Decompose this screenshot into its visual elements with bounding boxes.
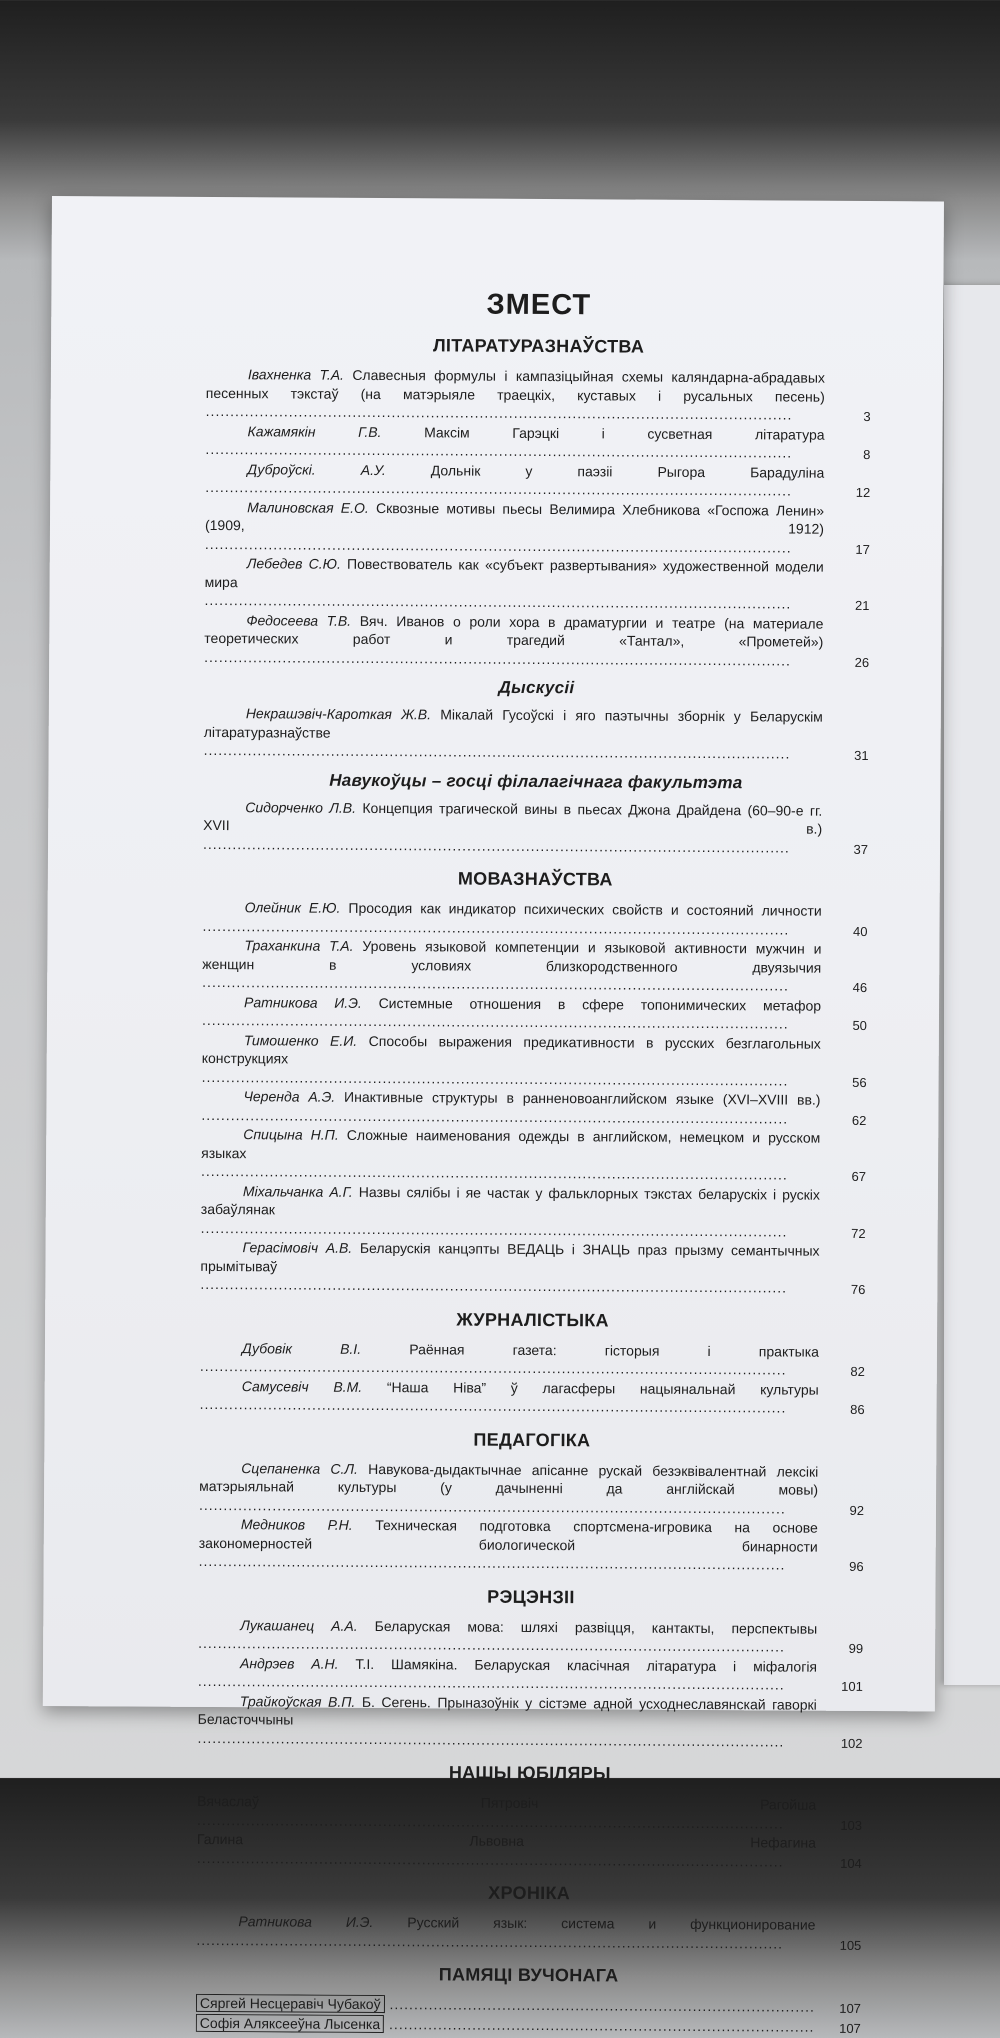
entry-title: Дольнік у паэзіі Рыгора Барадуліна	[430, 461, 825, 481]
toc-entry	[202, 898, 867, 939]
entry-author: Малиновская Е.О.	[247, 498, 369, 516]
toc-entry	[205, 459, 870, 500]
leader-dots	[385, 1996, 815, 2016]
entry-title: Т.І. Шамякіна. Беларуская класічная літаратура і міфалогія	[355, 1655, 818, 1675]
table-of-contents-page	[43, 196, 944, 2036]
toc-entry	[198, 1615, 863, 1656]
page-number: 37	[853, 841, 869, 857]
page-number: 104	[840, 1855, 862, 1871]
entry-author: Ратникова И.Э.	[238, 1913, 374, 1930]
page-number: 72	[851, 1225, 866, 1241]
toc-entry	[198, 1691, 863, 1751]
section-heading: ПАМЯЦІ ВУЧОНАГА	[438, 1964, 619, 1986]
toc-entry	[197, 1792, 862, 1833]
toc-entry	[206, 365, 871, 425]
page-number: 107	[839, 2020, 861, 2036]
entry-title: Русский язык: система и функционирование	[407, 1914, 816, 1933]
entry-author: Івахненка Т.А.	[247, 366, 345, 383]
entry-text	[201, 1181, 820, 1240]
section-heading: ПЕДАГОГІКА	[473, 1429, 591, 1450]
entry-author: Андрэев А.Н.	[239, 1654, 339, 1672]
entry-text	[202, 936, 821, 995]
entry-text	[204, 554, 823, 613]
entry-author: Федосеева Т.В.	[246, 611, 352, 629]
entry-title: Уровень языковой компетенции и языковой активности мужчин и женщин в условиях близкородственного двуязычия	[202, 937, 822, 976]
toc-entry	[205, 421, 870, 462]
entry-title: Способы выражения предикативности в русских безглагольных конструкциях	[201, 1032, 821, 1067]
section-heading: РЭЦЭНЗІІ	[487, 1586, 575, 1607]
toc-entry	[199, 1458, 864, 1518]
entry-text	[197, 1830, 816, 1871]
entry-text	[199, 1458, 818, 1517]
toc-content	[196, 287, 872, 2037]
toc-entry	[205, 497, 870, 557]
entry-author: Траханкина Т.А.	[244, 937, 354, 954]
entry-text	[198, 1615, 817, 1656]
toc-entry	[204, 554, 869, 614]
leader-dots	[204, 574, 791, 612]
entry-author: Міхальчанка А.Г.	[242, 1182, 353, 1200]
page-number: 56	[852, 1074, 867, 1090]
toc-entry	[196, 1912, 861, 1953]
section-heading: НАШЫ ЮБІЛЯРЫ	[448, 1762, 611, 1784]
entry-title: Системные отношения в сфере топонимических метафор	[378, 994, 822, 1014]
toc-entry	[197, 1830, 862, 1871]
entry-text	[197, 1792, 816, 1833]
toc-entry	[200, 1238, 865, 1298]
entry-author: Герасімовіч А.В.	[242, 1239, 353, 1256]
entry-title: Сложные наименования одежды в английском, немецком и русском языках	[201, 1126, 821, 1161]
entry-text	[200, 1376, 819, 1417]
section-heading: МОВАЗНАЎСТВА	[457, 868, 613, 890]
entry-author: Самусевіч В.М.	[241, 1377, 363, 1395]
entry-title: Мікалай Гусоўскі і яго паэтычны зборнік у Беларускім літаратуразнаўстве	[203, 706, 823, 741]
toc-entry	[203, 797, 868, 857]
entry-text	[199, 1515, 818, 1574]
toc-entry	[202, 1030, 867, 1090]
entry-text	[205, 459, 824, 500]
page-number: 21	[854, 597, 870, 614]
page-number: 107	[839, 2000, 861, 2016]
entry-author: Лебедев С.Ю.	[246, 555, 341, 572]
page-number: 99	[848, 1640, 864, 1656]
section-heading: ЛІТАРАТУРАЗНАЎСТВА	[432, 335, 645, 357]
entry-author: Спицына Н.П.	[243, 1126, 339, 1143]
entry-title: Беларуская мова: шляхі развіцця, кантакты, перспектывы	[374, 1617, 818, 1637]
adjacent-page-edge	[944, 285, 1000, 1685]
entry-author: Лукашанец А.А.	[240, 1616, 358, 1634]
entry-author: Некрашэвіч-Кароткая Ж.В.	[245, 705, 432, 723]
entry-title: Вяч. Иванов о роли хора в драматургии и театре (на материале теоретических работ и трагедий «Тантал», «Прометей»)	[204, 612, 824, 650]
page-title: ЗМЕСТ	[486, 288, 592, 322]
entry-author: Дуброўскі. А.У.	[247, 460, 386, 478]
toc-entry	[201, 1125, 866, 1185]
entry-text	[196, 2013, 815, 2035]
toc-entry	[204, 704, 869, 764]
page-number: 103	[840, 1817, 863, 1833]
entry-text	[205, 421, 824, 462]
entry-title: “Наша Ніва” ў лагасферы нацыянальнай культуры	[386, 1378, 819, 1398]
toc-entry	[199, 1515, 864, 1575]
page-number: 12	[855, 484, 871, 501]
page-number: 105	[839, 1937, 862, 1953]
entry-author: Кажамякін Г.В.	[247, 422, 382, 440]
section-heading: ХРОНІКА	[488, 1882, 571, 1904]
entry-title: Инактивные структуры в ранненовоанглийском языке (XVI–XVIII вв.)	[344, 1088, 821, 1108]
leader-dots	[200, 1258, 787, 1296]
entry-text	[198, 1653, 817, 1694]
entry-text	[201, 1125, 820, 1184]
toc-entry	[196, 2013, 861, 2036]
page-number: 50	[852, 1017, 867, 1033]
page-number: 86	[850, 1401, 865, 1417]
page-number: 3	[863, 408, 871, 425]
page-number: 67	[851, 1168, 867, 1184]
entry-title: Навукова-дыдактычнае апісанне рускай безэквівалентнай лексікі матэрыяльнай культуры (у дачыненні да англійскай мовы)	[199, 1460, 819, 1498]
entry-title: Славесныя формулы і кампазіцыйная схемы каляндарна-абрадавых песенных тэкстаў (на матэрыяле траецкіх, куставых і русальных песень)	[205, 366, 825, 405]
entry-title: Галина Львовна Нефагина	[196, 1830, 817, 1851]
entry-text	[198, 1691, 817, 1750]
toc-entry	[201, 1181, 866, 1241]
entry-text	[205, 497, 824, 556]
entry-author: Медников Р.Н.	[240, 1516, 353, 1533]
toc-entry	[198, 1653, 863, 1694]
page-number: 8	[863, 446, 871, 463]
entry-text	[204, 704, 823, 763]
entry-title: Повествователь как «субъект развертывания» художественной модели мира	[204, 555, 824, 590]
entry-title: Вячаслаў Пятровіч Рагойша	[197, 1792, 817, 1813]
entry-author: Дубовік В.І.	[241, 1339, 362, 1357]
page-number: 96	[849, 1558, 864, 1574]
entry-author: Трайкоўская В.П.	[239, 1692, 356, 1710]
toc-entry	[200, 1338, 865, 1379]
section-heading: Дыскусіі	[498, 677, 575, 698]
entry-title: Просодия как индикатор психических свойств и состояний личности	[348, 899, 822, 919]
entry-text	[206, 365, 825, 424]
entry-title: Раённая газета: гісторыя і практыка	[409, 1340, 820, 1360]
entry-text	[204, 610, 823, 669]
entry-title: Беларускія канцэпты ВЕДАЦЬ і ЗНАЦЬ праз прызму семантычных прымітываў	[200, 1239, 820, 1274]
page-number: 31	[854, 747, 869, 763]
entry-text	[200, 1338, 819, 1379]
leader-dots	[201, 1201, 788, 1239]
page-number: 101	[841, 1678, 863, 1694]
entry-text	[202, 992, 821, 1033]
page-number: 40	[853, 923, 868, 939]
leader-dots	[384, 2016, 815, 2036]
page-number: 62	[851, 1112, 867, 1128]
entry-author: Сцепаненка С.Л.	[241, 1459, 359, 1477]
page-number: 102	[840, 1735, 863, 1751]
section-heading: ЖУРНАЛІСТЫКА	[456, 1308, 609, 1330]
page-number: 92	[849, 1502, 865, 1518]
entry-title: Софія Аляксееўна Лысенка	[196, 2013, 384, 2032]
entry-text	[201, 1087, 820, 1128]
page-number: 76	[850, 1281, 866, 1297]
toc-entry	[201, 1087, 866, 1128]
page-number: 17	[855, 541, 870, 557]
toc-entry	[202, 992, 867, 1033]
section-heading: Навукоўцы – госці філалагічнага факультэта	[329, 770, 743, 792]
entry-title: Б. Сегень. Прыназоўнік у сістэме адной усходнеславянскай гаворкі Беласточчыны	[197, 1693, 817, 1728]
entry-title: Техническая подготовка спортсмена-игровика на основе закономерностей биологической бинарности	[198, 1516, 818, 1555]
entry-title: Сяргей Несцеравіч Чубакоў	[196, 1994, 385, 2013]
entry-title: Концепция трагической вины в пьесах Джона Драйдена (60–90-е гг. XVII в.)	[203, 799, 823, 837]
entry-author: Черенда А.Э.	[243, 1088, 336, 1105]
toc-entry	[204, 610, 869, 670]
entry-title: Сквозные мотивы пьесы Велимира Хлебникова «Госпожа Ленин» (1909, 1912)	[204, 499, 825, 537]
entry-text	[200, 1238, 819, 1297]
entry-text	[203, 797, 822, 856]
leader-dots	[202, 1050, 789, 1088]
entry-title: Максім Гарэцкі і сусветная літаратура	[424, 423, 825, 443]
entry-author: Ратникова И.Э.	[244, 993, 362, 1011]
entry-author: Тимошенко Е.И.	[243, 1031, 358, 1049]
leader-dots	[201, 1145, 788, 1183]
entry-text	[202, 898, 821, 939]
entry-author: Сидорченко Л.В.	[245, 798, 357, 816]
entry-author: Олейник Е.Ю.	[244, 899, 341, 916]
page-number: 26	[854, 654, 870, 670]
toc-entry	[202, 936, 867, 996]
toc-entry	[200, 1376, 865, 1417]
entry-text	[202, 1030, 821, 1089]
page-number: 82	[850, 1363, 865, 1379]
entry-text	[196, 1912, 815, 1953]
toc-sections	[196, 334, 871, 2036]
page-number: 46	[852, 979, 868, 995]
entry-text	[196, 1994, 815, 2016]
entry-title: Назвы сялібы і яе частак у фальклорных тэкстах беларускіх і рускіх забаўлянак	[200, 1183, 820, 1218]
